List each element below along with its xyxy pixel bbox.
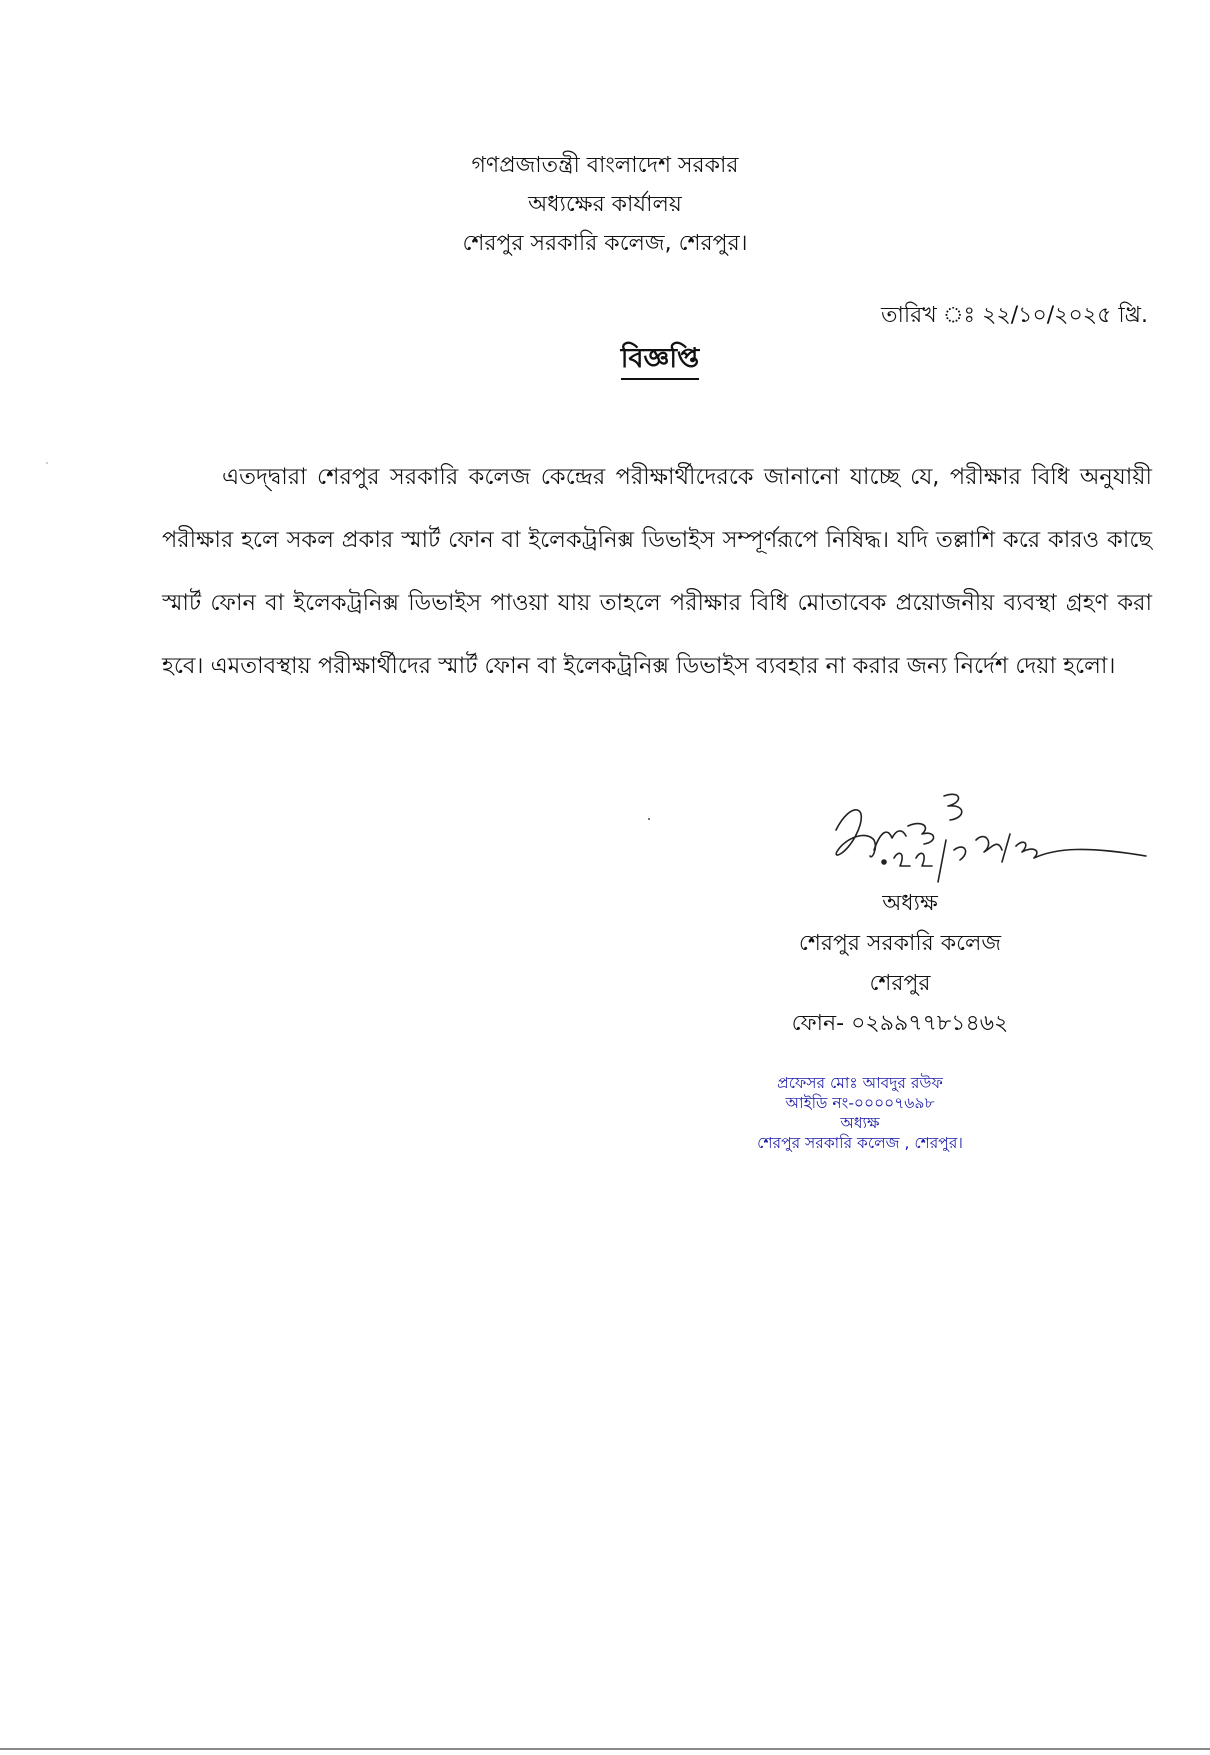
government-name: গণপ্রজাতন্ত্রী বাংলাদেশ সরকার	[471, 153, 739, 178]
college-name: শেরপুর সরকারি কলেজ, শেরপুর।	[462, 231, 748, 256]
letterhead	[0, 146, 1210, 263]
stamp-id: আইডি নং-০০০০৭৬৯৮	[785, 1094, 935, 1112]
stamp-institution: শেরপুর সরকারি কলেজ , শেরপুর।	[757, 1134, 963, 1152]
notice-date: তারিখ ঃ ২২/১০/২০২৫ খ্রি.	[881, 303, 1148, 328]
official-seal-stamp	[730, 1073, 990, 1153]
notice-title	[0, 338, 1210, 383]
office-name: অধ্যক্ষের কার্যালয়	[528, 192, 682, 217]
handwritten-signature	[826, 790, 1166, 890]
notice-title-text: বিজ্ঞপ্তি	[621, 343, 700, 380]
scan-edge-line	[0, 1748, 1210, 1750]
scan-speck	[46, 462, 48, 464]
scan-speck	[648, 818, 650, 820]
stamp-role: অধ্যক্ষ	[840, 1114, 880, 1132]
signatory-location: শেরপুর	[869, 971, 931, 996]
signatory-institution: শেরপুর সরকারি কলেজ	[798, 931, 1002, 956]
notice-body: এতদ্দ্বারা শেরপুর সরকারি কলেজ কেন্দ্রের পরীক্ষার্থীদেরকে জানানো যাচ্ছে যে, পরীক্ষার বিধি অনুযায়ী পরীক্ষার হলে সকল প্রকার স্মার্ট ফোন বা ইলেকট্রনিক্স ডিভাইস সম্পূর্ণরূপে নিষিদ্ধ। যদি তল্লাশি করে কারও কাছে স্মার্ট ফোন বা ইলেকট্রনিক্স ডিভাইস পাওয়া যায় তাহলে পরীক্ষার বিধি মোতাবেক প্রয়োজনীয় ব্যবস্থা গ্রহণ করা হবে। এমতাবস্থায় পরীক্ষার্থীদের স্মার্ট ফোন বা ইলেকট্রনিক্স ডিভাইস ব্যবহার না করার জন্য নির্দেশ দেয়া হলো।	[162, 464, 1152, 679]
stamp-name: প্রফেসর মোঃ আবদুর রউফ	[777, 1074, 943, 1092]
signatory-phone: ফোন- ০২৯৯৭৭৮১৪৬২	[791, 1011, 1009, 1036]
signatory-role: অধ্যক্ষ	[882, 891, 938, 916]
signatory-block	[700, 884, 1100, 1044]
